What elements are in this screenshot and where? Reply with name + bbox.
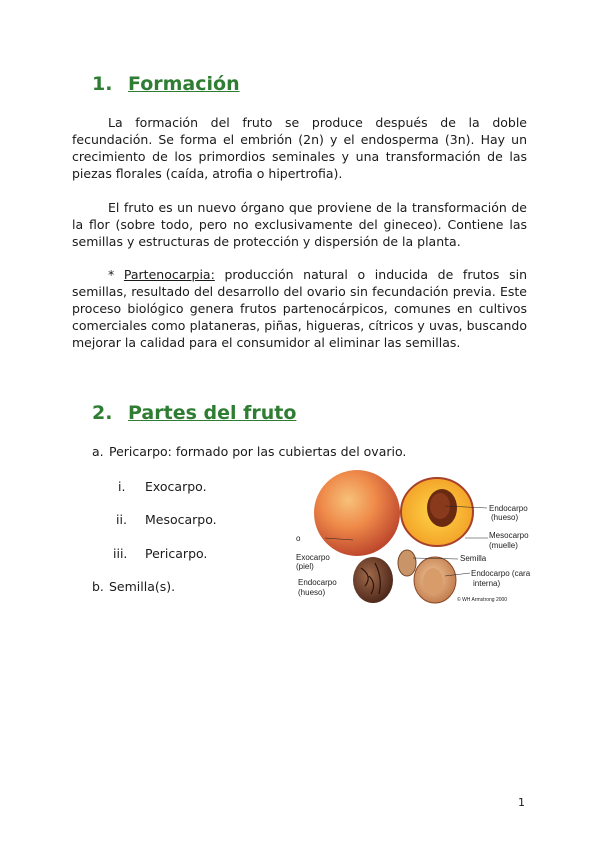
sub-marker-i: i. <box>118 479 126 494</box>
sub-marker-ii: ii. <box>116 512 127 527</box>
sub-item-ii <box>116 511 217 528</box>
list-item-b <box>92 578 175 595</box>
label-exocarpo: Exocarpo <box>296 553 330 562</box>
paragraph-parthenocarpy <box>72 266 527 351</box>
section-1-number: 1. <box>92 73 113 95</box>
label-mesocarpo: Mesocarpo <box>489 531 529 540</box>
parthenocarpy-text: producción natural o inducida de frutos sin semillas, resultado del desarrollo del ovario sin fecundación previa. Este proceso biológico genera frutos partenocárpicos, comunes en cultivos comerciales como plataneras, piñas, higueras, cítricos y uvas, buscando mejorar la calidad para el consumidor al eliminar las semillas. <box>72 267 527 350</box>
label-endocarpo-top: Endocarpo <box>489 504 528 513</box>
section-2-heading <box>92 402 296 424</box>
label-endocarpo-right-sub: interna) <box>473 579 501 588</box>
list-item-a <box>92 443 406 460</box>
sub-text-i: Exocarpo. <box>145 479 207 494</box>
label-mesocarpo-sub: (muelle) <box>489 541 518 550</box>
label-endocarpo-right: Endocarpo (cara <box>471 569 531 578</box>
list-marker-a: a. <box>92 444 104 459</box>
list-text-b: Semilla(s). <box>109 579 176 594</box>
paragraph-organ: El fruto es un nuevo órgano que proviene de la transformación de la flor (sobre todo, pero no exclusivamente del gineceo). Contiene las semillas y estructuras de protección y dispersión de la planta. <box>72 200 527 249</box>
list-text-a: Pericarpo: formado por las cubiertas del ovario. <box>109 444 407 459</box>
section-2-number: 2. <box>92 402 113 424</box>
section-1-title: Formación <box>128 73 240 95</box>
list-marker-b: b. <box>92 579 104 594</box>
label-endocarpo-left-sub: (hueso) <box>298 588 326 597</box>
paragraph-formation: La formación del fruto se produce después de la doble fecundación. Se forma el embrión (2n) y el endosperma (3n). Hay un crecimiento de los primordios seminales y una transformación de las piezas florales (caída, atrofia o hipertrofia). <box>72 115 527 181</box>
whole-peach-image <box>314 470 400 556</box>
label-endocarpo-top-sub: (hueso) <box>491 513 519 522</box>
sub-marker-iii: iii. <box>113 546 128 561</box>
peach-parts-figure <box>295 468 545 608</box>
bullet-asterisk: * <box>108 267 115 282</box>
sub-text-ii: Mesocarpo. <box>145 512 217 527</box>
label-semilla: Semilla <box>460 554 487 563</box>
label-edge-o: o <box>296 534 301 543</box>
label-exocarpo-sub: (piel) <box>296 562 314 571</box>
label-endocarpo-left: Endocarpo <box>298 578 337 587</box>
section-1-heading <box>92 73 240 95</box>
sub-item-iii <box>113 545 207 562</box>
term-parthenocarpy: Partenocarpia: <box>123 267 215 282</box>
sub-item-i <box>118 478 207 495</box>
sub-text-iii: Pericarpo. <box>145 546 208 561</box>
section-2-title: Partes del fruto <box>128 402 297 424</box>
figure-credit: © WH Armstrong 2000 <box>457 597 508 603</box>
seed-image <box>398 550 416 576</box>
page-number: 1 <box>518 796 525 809</box>
stone-image <box>353 557 393 603</box>
